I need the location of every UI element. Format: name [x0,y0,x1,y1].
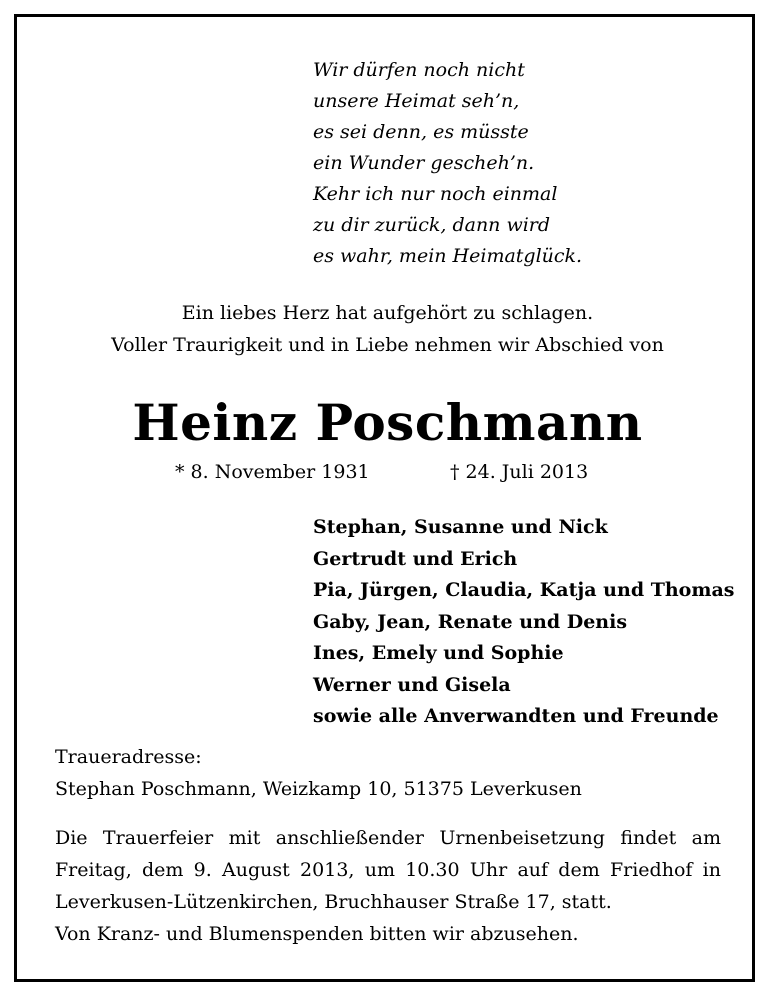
address-value: Stephan Poschmann, Weizkamp 10, 51375 Leverkusen [55,778,582,800]
poem-line: Kehr ich nur noch einmal [313,183,558,205]
mourners-list [313,512,734,733]
intro-line-2: Voller Traurigkeit und in Liebe nehmen wir Abschied von [111,334,664,356]
deceased-name: Heinz Poschmann [132,393,643,452]
mourner-line: Stephan, Susanne und Nick [313,516,608,538]
poem-line: es sei denn, es müsste [313,121,529,143]
ceremony-line: Die Trauerfeier mit anschließender Urnenbeisetzung findet am [55,827,721,849]
ceremony-line: Freitag, dem 9. August 2013, um 10.30 Uhr auf dem Friedhof in [55,859,721,881]
poem-line: es wahr, mein Heimatglück. [313,245,583,267]
poem [313,55,582,272]
mourner-line: sowie alle Anverwandten und Freunde [313,705,719,727]
mourner-line: Werner und Gisela [313,673,511,696]
ceremony-info [55,822,721,950]
ceremony-line: Von Kranz- und Blumenspenden bitten wir abzusehen. [55,923,579,945]
birth-date: * 8. November 1931 [175,461,370,483]
poem-line: Wir dürfen noch nicht [313,59,525,81]
poem-line: ein Wunder gescheh’n. [313,152,535,174]
mourner-line: Ines, Emely und Sophie [313,642,564,664]
death-date: † 24. Juli 2013 [450,461,589,483]
poem-line: unsere Heimat seh’n, [313,90,520,112]
address-label: Traueradresse: [55,746,202,768]
mourner-line: Gertrudt und Erich [313,547,518,570]
poem-line: zu dir zurück, dann wird [313,214,551,236]
intro-line-1: Ein liebes Herz hat aufgehört zu schlagen. [181,302,594,324]
intro-text [0,297,775,361]
mourning-address [55,741,582,805]
ceremony-line: Leverkusen-Lützenkirchen, Bruchhauser Straße 17, statt. [55,891,612,913]
mourner-line: Gaby, Jean, Renate und Denis [313,610,628,633]
mourner-line: Pia, Jürgen, Claudia, Katja und Thomas [313,579,735,601]
